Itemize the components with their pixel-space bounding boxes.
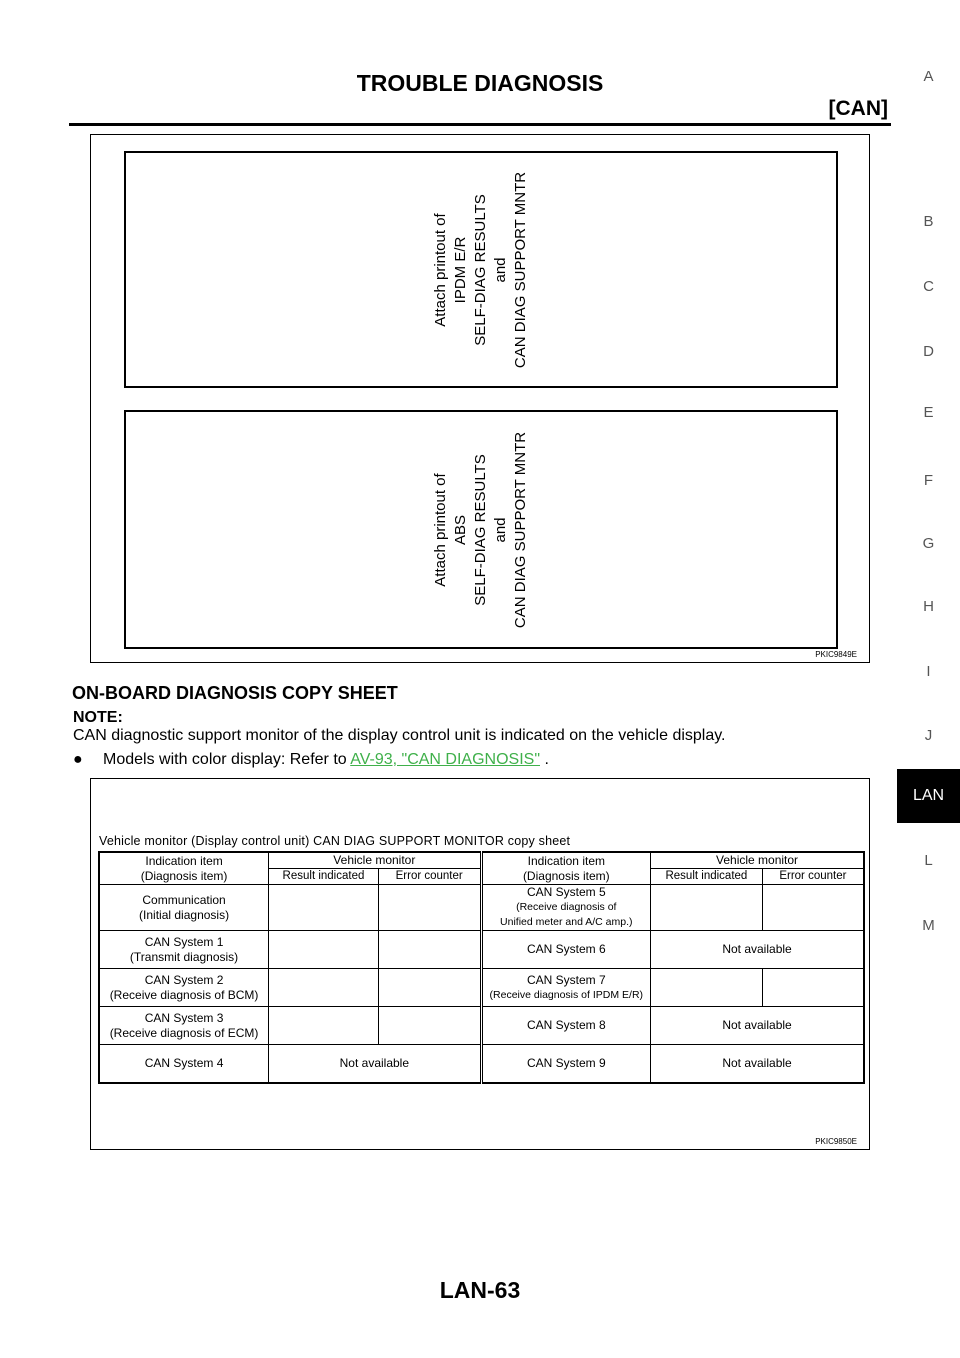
not-available-cell: Not available: [651, 1045, 864, 1084]
section-index: [897, 0, 960, 1358]
page-number: LAN-63: [439, 1277, 521, 1303]
section-tab-b[interactable]: B: [923, 213, 934, 230]
item-name: CAN System 1: [144, 934, 224, 949]
item-detail: (Transmit diagnosis): [129, 949, 239, 964]
diagnosis-item: [481, 969, 651, 1007]
result-cell[interactable]: [651, 885, 763, 931]
error-counter-cell[interactable]: [378, 1007, 481, 1045]
header-text: Indication item: [527, 853, 605, 868]
error-counter-cell[interactable]: [378, 969, 481, 1007]
item-name: CAN System 7: [526, 972, 606, 987]
section-tab-d[interactable]: D: [923, 343, 934, 360]
ipdm-printout-text: [431, 171, 531, 367]
section-tab-m[interactable]: M: [922, 917, 935, 934]
bullet-icon: ●: [73, 751, 83, 768]
printout-line: CAN DIAG SUPPORT MNTR: [512, 431, 529, 628]
diagnosis-item: [481, 885, 651, 931]
printout-line: SELF-DIAG RESULTS: [472, 453, 489, 606]
copy-sheet-table: [98, 851, 865, 1084]
printout-line: and: [492, 256, 509, 283]
page-title: TROUBLE DIAGNOSIS: [356, 70, 604, 96]
section-tab-a[interactable]: A: [923, 68, 934, 85]
section-tab-l[interactable]: L: [924, 852, 933, 869]
result-cell[interactable]: [269, 1007, 379, 1045]
printout-figure: [90, 134, 870, 663]
diagnosis-item: [99, 1007, 269, 1045]
not-available-cell: Not available: [651, 931, 864, 969]
header-vehicle-monitor-left: Vehicle monitor: [269, 852, 481, 869]
item-name: CAN System 2: [144, 972, 224, 987]
header-rule: [69, 123, 891, 126]
diagnosis-item: [99, 931, 269, 969]
header-error-counter: Error counter: [762, 869, 864, 885]
diagnosis-item: [99, 969, 269, 1007]
header-vehicle-monitor-right: Vehicle monitor: [651, 852, 864, 869]
error-counter-cell[interactable]: [378, 931, 481, 969]
bullet-item: [73, 751, 549, 769]
ipdm-printout-box: [124, 151, 838, 388]
table-row: [99, 885, 864, 931]
figure-code: PKIC9849E: [815, 650, 857, 659]
printout-line: and: [492, 516, 509, 543]
sheet-title: Vehicle monitor (Display control unit) CAN DIAG SUPPORT MONITOR copy sheet: [99, 834, 571, 848]
item-detail: (Receive diagnosis of ECM): [109, 1025, 259, 1040]
header-text: (Diagnosis item): [140, 868, 228, 883]
figure-code: PKIC9850E: [815, 1137, 857, 1146]
header-text: Indication item: [145, 853, 223, 868]
section-tab-g[interactable]: G: [922, 535, 935, 552]
table-row: [99, 931, 864, 969]
error-counter-cell[interactable]: [378, 885, 481, 931]
error-counter-cell[interactable]: [762, 969, 864, 1007]
error-counter-cell[interactable]: [762, 885, 864, 931]
not-available-cell: Not available: [651, 1007, 864, 1045]
item-detail: (Receive diagnosis of BCM): [109, 987, 259, 1002]
item-name: CAN System 5: [526, 885, 606, 899]
note-text: CAN diagnostic support monitor of the display control unit is indicated on the vehicle display.: [73, 727, 726, 744]
table-row: [99, 1007, 864, 1045]
printout-line: IPDM E/R: [452, 236, 469, 303]
section-tab-c[interactable]: C: [923, 278, 934, 295]
printout-line: ABS: [452, 514, 469, 545]
diagnosis-item: CAN System 9: [481, 1045, 651, 1084]
copy-sheet-figure: [90, 778, 870, 1150]
section-tab-j[interactable]: J: [924, 727, 933, 744]
diagnosis-item: CAN System 6: [481, 931, 651, 969]
not-available-cell: Not available: [269, 1045, 481, 1084]
diagnosis-item: CAN System 4: [99, 1045, 269, 1084]
diagnosis-item: CAN System 8: [481, 1007, 651, 1045]
printout-line: Attach printout of: [432, 472, 449, 587]
section-heading: ON-BOARD DIAGNOSIS COPY SHEET: [72, 683, 398, 703]
bullet-text: Models with color display: Refer to: [103, 751, 351, 768]
item-name: CAN System 3: [144, 1010, 224, 1025]
header-text: (Diagnosis item): [522, 868, 610, 883]
header-indication-item-right: [481, 852, 651, 885]
reference-link[interactable]: AV-93, "CAN DIAGNOSIS": [350, 751, 540, 768]
table-row: [99, 1045, 864, 1084]
header-result-indicated: Result indicated: [651, 869, 763, 885]
section-tab-h[interactable]: H: [923, 598, 934, 615]
diagnosis-item: [99, 885, 269, 931]
item-name: Communication: [142, 892, 226, 907]
result-cell[interactable]: [269, 969, 379, 1007]
result-cell[interactable]: [269, 931, 379, 969]
note-label: NOTE:: [73, 709, 123, 726]
section-tab-e[interactable]: E: [923, 404, 934, 421]
abs-printout-box: [124, 410, 838, 649]
header-indication-item-left: [99, 852, 269, 885]
abs-printout-text: [431, 431, 531, 627]
item-detail: (Receive diagnosis of: [516, 901, 617, 913]
section-tab-lan[interactable]: LAN: [897, 769, 960, 823]
printout-line: CAN DIAG SUPPORT MNTR: [512, 171, 529, 368]
header-error-counter: Error counter: [378, 869, 481, 885]
printout-line: SELF-DIAG RESULTS: [472, 193, 489, 346]
bullet-end: .: [540, 751, 549, 768]
section-tab-f[interactable]: F: [923, 472, 934, 489]
header-result-indicated: Result indicated: [269, 869, 379, 885]
item-detail: (Initial diagnosis): [139, 907, 230, 922]
item-detail: (Receive diagnosis of IPDM E/R): [489, 988, 644, 1001]
item-detail: Unified meter and A/C amp.): [500, 916, 633, 928]
printout-line: Attach printout of: [432, 212, 449, 327]
table-row: [99, 969, 864, 1007]
section-code: [CAN]: [828, 97, 888, 120]
result-cell[interactable]: [651, 969, 763, 1007]
result-cell[interactable]: [269, 885, 379, 931]
section-tab-i[interactable]: I: [926, 663, 931, 680]
